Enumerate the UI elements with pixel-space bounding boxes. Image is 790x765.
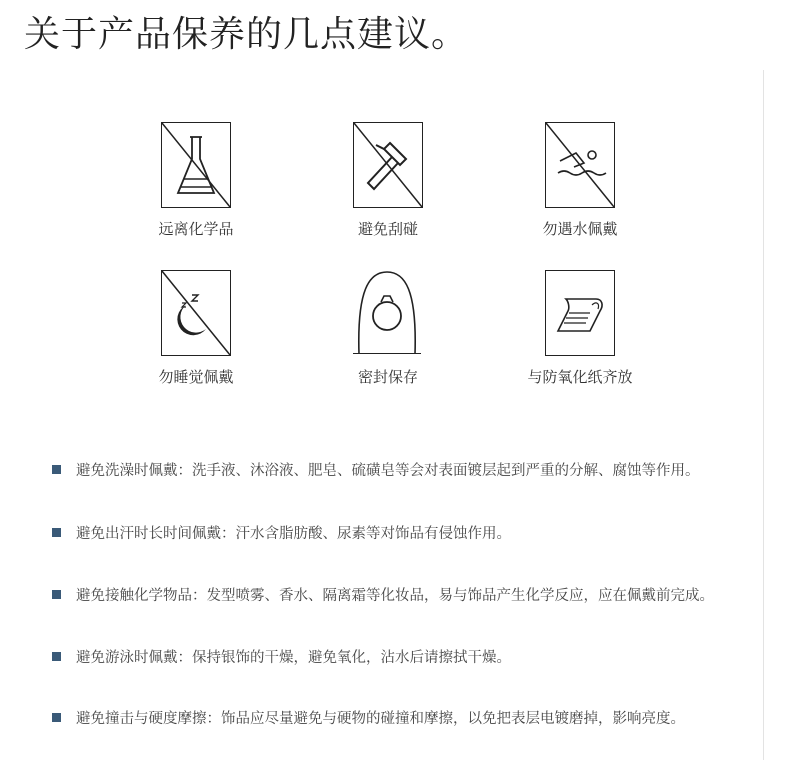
tip-text: 避免洗澡时佩戴：洗手液、沐浴液、肥皂、硫磺皂等会对表面镀层起到严重的分解、腐蚀等作用。 bbox=[76, 463, 700, 479]
bullet-icon bbox=[52, 652, 61, 661]
care-label: 密封保存 bbox=[357, 368, 418, 386]
bullet-icon bbox=[52, 465, 61, 474]
tip-text: 避免游泳时佩戴：保持银饰的干燥，避免氧化，沾水后请擦拭干燥。 bbox=[76, 650, 511, 666]
no-chemicals-icon bbox=[161, 122, 231, 208]
tip-text: 避免撞击与硬度摩擦：饰品应尽量避免与硬物的碰撞和摩擦，以免把表层电镀磨掉，影响亮度。 bbox=[76, 711, 685, 727]
care-label: 远离化学品 bbox=[158, 220, 234, 238]
bullet-icon bbox=[52, 528, 61, 537]
care-label: 勿睡觉佩戴 bbox=[158, 368, 234, 386]
no-hammer-icon bbox=[353, 122, 423, 208]
sealed-storage-icon bbox=[353, 270, 423, 356]
care-label: 避免刮碰 bbox=[357, 220, 418, 238]
bullet-icon bbox=[52, 713, 61, 722]
tip-text: 避免接触化学物品：发型喷雾、香水、隔离霜等化妆品，易与饰品产生化学反应，应在佩戴前完成。 bbox=[76, 588, 714, 604]
care-label: 勿遇水佩戴 bbox=[542, 220, 618, 238]
care-label: 与防氧化纸齐放 bbox=[527, 368, 633, 386]
anti-oxidation-paper-icon bbox=[545, 270, 615, 356]
bullet-icon bbox=[52, 590, 61, 599]
tip-text: 避免出汗时长时间佩戴：汗水含脂肪酸、尿素等对饰品有侵蚀作用。 bbox=[76, 526, 511, 542]
no-swimming-icon bbox=[545, 122, 615, 208]
page-title: 关于产品保养的几点建议。 bbox=[24, 14, 469, 55]
no-sleeping-icon bbox=[161, 270, 231, 356]
divider bbox=[763, 70, 764, 760]
